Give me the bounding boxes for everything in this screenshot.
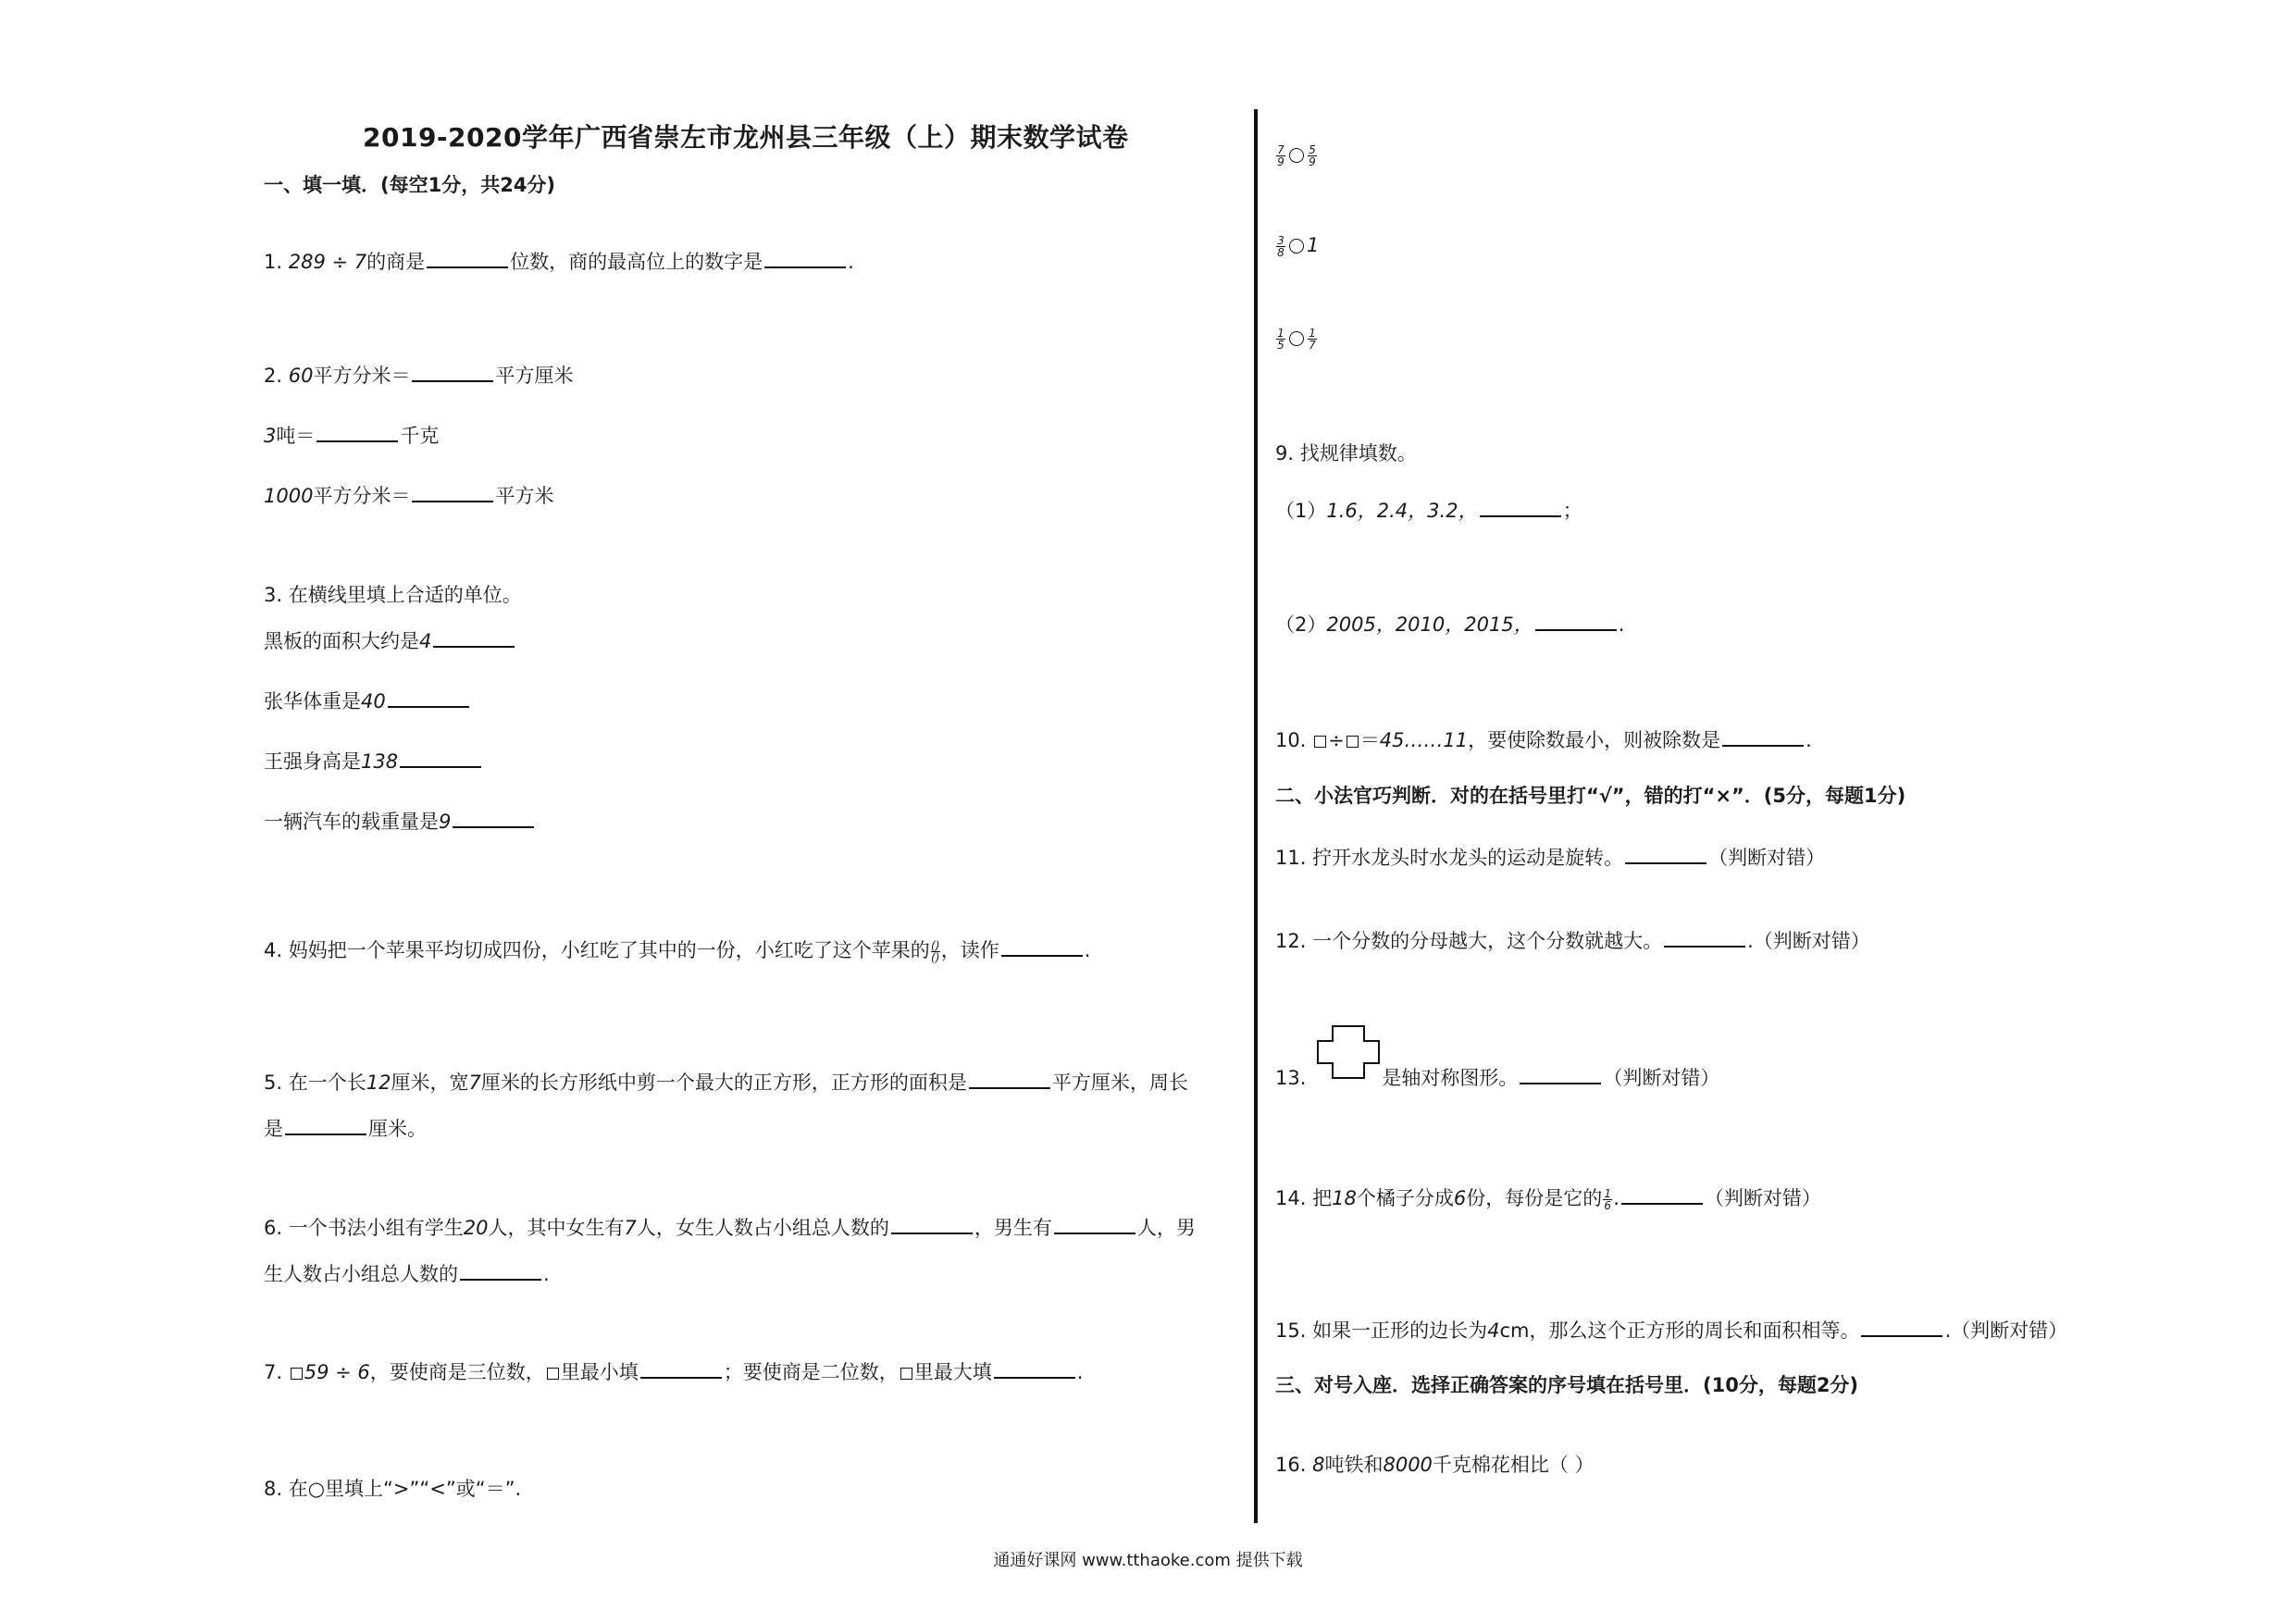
question-3-stem: 3. 在横线里填上合适的单位。 bbox=[264, 584, 522, 606]
question-5-line1: 5. 在一个长12厘米，宽7厘米的长方形纸中剪一个最大的正方形，正方形的面积是 平方厘米，周长 bbox=[264, 1069, 1188, 1096]
question-4: 4. 妈妈把一个苹果平均切成四份，小红吃了其中的一份，小红吃了这个苹果的 $\frac{()}{()}$ ，读作 . bbox=[264, 936, 1090, 964]
question-2a: 2. 60平方分米＝ 平方厘米 bbox=[264, 362, 573, 390]
answer-blank[interactable] bbox=[1722, 726, 1804, 747]
answer-blank[interactable] bbox=[412, 362, 493, 382]
answer-blank[interactable] bbox=[640, 1358, 722, 1379]
question-3a: 黑板的面积大约是4 bbox=[264, 627, 516, 655]
page-title: 2019-2020学年广西省崇左市龙州县三年级（上）期末数学试卷 bbox=[363, 122, 1129, 153]
question-3b: 张华体重是40 bbox=[264, 688, 471, 715]
question-14: 14. 把18个橘子分成6份，每份是它的 $\frac{1}{6}$ . （判断对错） bbox=[1275, 1184, 1821, 1212]
compare-circle[interactable] bbox=[1289, 331, 1304, 346]
question-1: 1. 289 ÷ 7的商是 位数，商的最高位上的数字是 . bbox=[264, 248, 854, 276]
answer-blank[interactable] bbox=[388, 688, 469, 708]
question-9-stem: 9. 找规律填数。 bbox=[1275, 442, 1417, 465]
fraction: $\frac{()}{()}$ bbox=[931, 938, 940, 964]
answer-blank[interactable] bbox=[994, 1358, 1075, 1379]
question-8-stem: 8. 在○里填上“>”“<”或“＝”. bbox=[264, 1478, 522, 1500]
answer-blank[interactable] bbox=[316, 422, 398, 442]
box-placeholder bbox=[547, 1368, 559, 1380]
section-1-heading: 一、填一填．(每空1分，共24分) bbox=[264, 174, 556, 196]
question-15: 15. 如果一正形的边长为4cm，那么这个正方形的周长和面积相等。 .（判断对错） bbox=[1275, 1317, 2067, 1344]
question-3d: 一辆汽车的载重量是9 bbox=[264, 808, 536, 836]
answer-blank[interactable] bbox=[460, 1260, 541, 1281]
question-12: 12. 一个分数的分母越大，这个分数就越大。 .（判断对错） bbox=[1275, 927, 1870, 955]
question-16: 16. 8吨铁和8000千克棉花相比（ ） bbox=[1275, 1454, 1595, 1476]
question-10: 10. ÷ ＝45……11，要使除数最小，则被除数是 . bbox=[1275, 726, 1812, 754]
answer-blank[interactable] bbox=[1054, 1214, 1136, 1234]
answer-blank[interactable] bbox=[969, 1069, 1050, 1089]
question-13: 13. 是轴对称图形。 （判断对错） bbox=[1275, 1064, 1719, 1092]
footer-source: 通通好课网 www.tthaoke.com 提供下载 bbox=[993, 1551, 1303, 1570]
question-5-line2: 是 厘米。 bbox=[264, 1115, 427, 1143]
compare-circle[interactable] bbox=[1289, 148, 1304, 163]
answer-blank[interactable] bbox=[1664, 927, 1745, 948]
question-2c: 1000平方分米＝ 平方米 bbox=[264, 482, 553, 510]
answer-blank[interactable] bbox=[453, 808, 534, 828]
box-placeholder bbox=[900, 1368, 912, 1380]
question-6-line1: 6. 一个书法小组有学生20人，其中女生有7人，女生人数占小组总人数的 ，男生有 人，男 bbox=[264, 1214, 1196, 1242]
question-9a: （1）1.6，2.4，3.2， ； bbox=[1275, 497, 1582, 525]
question-7: 7. 59 ÷ 6，要使商是三位数， 里最小填 ；要使商是二位数， 里最大填 . bbox=[264, 1358, 1083, 1386]
question-11: 11. 拧开水龙头时水龙头的运动是旋转。 （判断对错） bbox=[1275, 844, 1825, 872]
box-placeholder bbox=[291, 1368, 303, 1380]
question-2b: 3吨＝ 千克 bbox=[264, 422, 439, 450]
question-6-line2: 生人数占小组总人数的 . bbox=[264, 1260, 550, 1288]
box-placeholder bbox=[1314, 736, 1326, 748]
answer-blank[interactable] bbox=[1520, 1064, 1601, 1084]
answer-blank[interactable] bbox=[1480, 497, 1561, 517]
section-3-heading: 三、对号入座．选择正确答案的序号填在括号里．(10分，每题2分) bbox=[1275, 1374, 1859, 1396]
answer-blank[interactable] bbox=[1001, 936, 1083, 957]
answer-blank[interactable] bbox=[400, 748, 481, 768]
question-3c: 王强身高是138 bbox=[264, 748, 483, 775]
compare-circle[interactable] bbox=[1289, 239, 1304, 254]
answer-blank[interactable] bbox=[1861, 1317, 1942, 1337]
box-placeholder bbox=[1347, 736, 1359, 748]
answer-blank[interactable] bbox=[1625, 844, 1706, 864]
answer-blank[interactable] bbox=[1621, 1184, 1703, 1205]
column-divider bbox=[1254, 109, 1258, 1523]
answer-blank[interactable] bbox=[433, 627, 515, 648]
answer-blank[interactable] bbox=[764, 248, 846, 268]
answer-blank[interactable] bbox=[891, 1214, 973, 1234]
answer-blank[interactable] bbox=[412, 482, 493, 502]
question-8b: $\frac{3}{8}$ 1 bbox=[1277, 233, 1320, 259]
answer-blank[interactable] bbox=[285, 1115, 366, 1135]
question-9b: （2）2005，2010，2015， . bbox=[1275, 611, 1624, 638]
answer-blank[interactable] bbox=[1535, 611, 1617, 631]
question-8a: $\frac{7}{9}$ $\frac{5}{9}$ bbox=[1277, 142, 1316, 168]
answer-blank[interactable] bbox=[427, 248, 508, 268]
question-8c: $\frac{1}{5}$ $\frac{1}{7}$ bbox=[1277, 326, 1316, 352]
section-2-heading: 二、小法官巧判断．对的在括号里打“√”，错的打“×”．(5分，每题1分) bbox=[1275, 785, 1906, 807]
